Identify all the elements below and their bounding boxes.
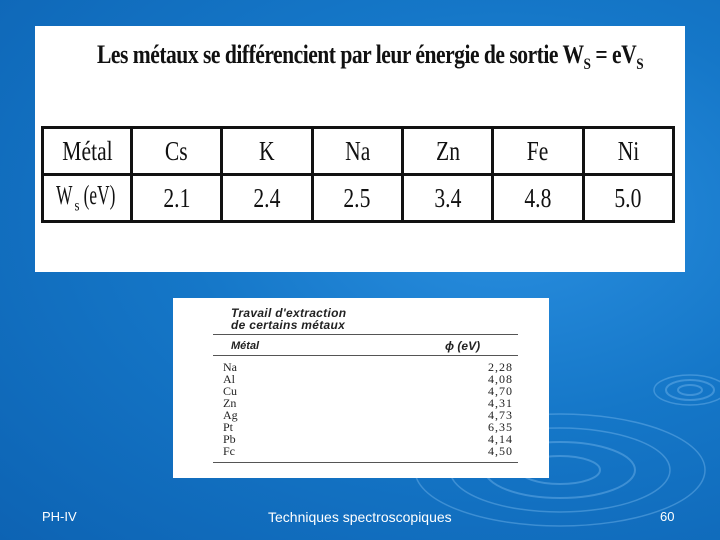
list-item: Fc 4,50: [223, 444, 513, 458]
divider: [213, 462, 518, 463]
list-item: Al 4,08: [223, 372, 513, 386]
table-header-row: [43, 128, 674, 175]
value-cell: 4.8: [493, 175, 583, 222]
scan-rows: [223, 361, 513, 457]
column-header-metal: Métal: [231, 340, 260, 352]
list-item: Pt 6,35: [223, 420, 513, 434]
scanned-table-panel: [173, 298, 549, 478]
list-item: Ag 4,73: [223, 408, 513, 422]
header-cell: Na: [312, 128, 402, 175]
footer-course-code: PH-IV: [42, 509, 77, 524]
work-function-table: [41, 126, 675, 223]
divider: [213, 334, 518, 335]
list-item: Pb 4,14: [223, 432, 513, 446]
header-cell: Métal: [43, 128, 132, 175]
header-cell: Cs: [132, 128, 222, 175]
scan-title: Travail d'extraction de certains métaux: [231, 306, 347, 332]
header-cell: K: [222, 128, 312, 175]
value-cell: 3.4: [402, 175, 492, 222]
row-label-cell: W $_s$(eV): [43, 175, 132, 222]
list-item: Na 2,28: [223, 360, 513, 374]
value-cell: 2.4: [222, 175, 312, 222]
table-row: [43, 175, 674, 222]
header-cell: Ni: [583, 128, 673, 175]
header-cell: Fe: [493, 128, 583, 175]
page-number: 60: [660, 509, 675, 524]
header-cell: Zn: [402, 128, 492, 175]
divider: [213, 355, 518, 356]
footer-title: Techniques spectroscopiques: [268, 509, 452, 525]
column-header-phi: ϕ (eV): [445, 339, 481, 353]
work-function-panel: [35, 26, 685, 272]
list-item: Cu 4,70: [223, 384, 513, 398]
value-cell: 5.0: [583, 175, 673, 222]
slide-heading: Les métaux se différencient par leur énergie de sortie $W_S = eV_S$: [97, 40, 644, 74]
list-item: Zn 4,31: [223, 396, 513, 410]
value-cell: 2.5: [312, 175, 402, 222]
value-cell: 2.1: [132, 175, 222, 222]
